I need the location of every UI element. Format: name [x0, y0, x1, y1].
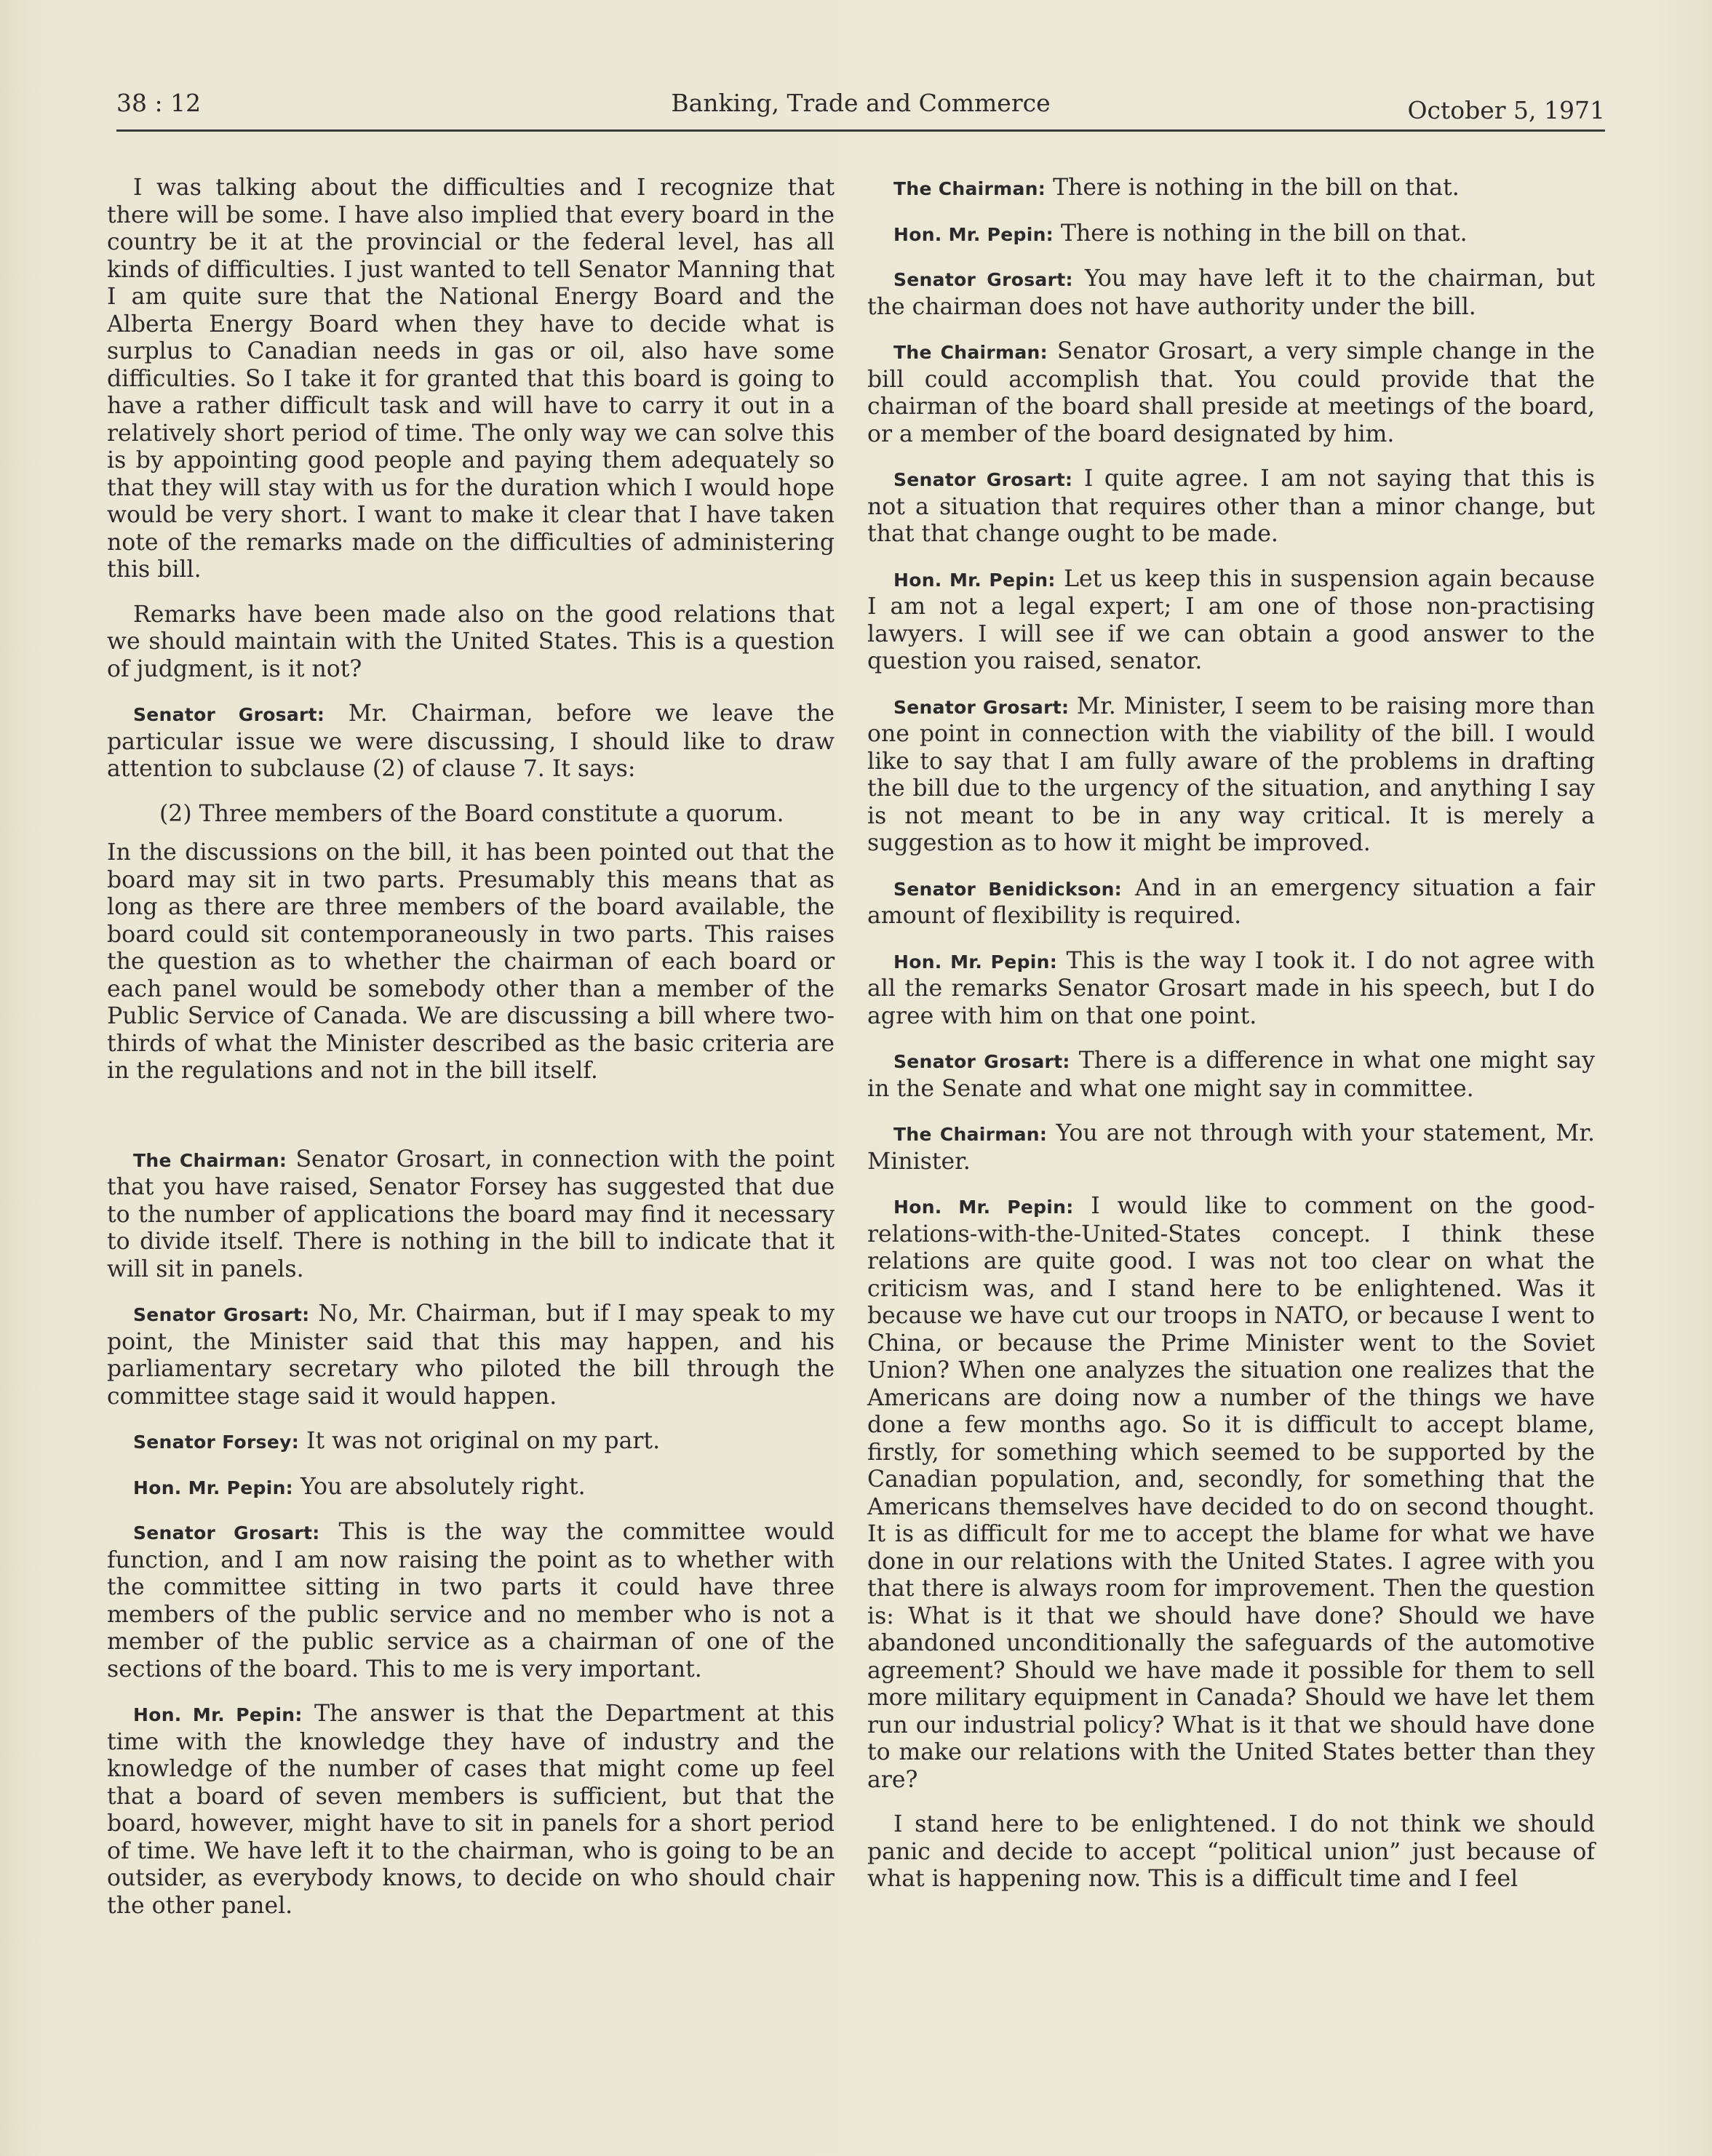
paragraph-text: This is the way I took it. I do not agree with all the remarks Senator Grosart made in his speech, but I do agree with him on that one point. [867, 947, 1595, 1029]
speech-paragraph [867, 1120, 1595, 1175]
text-paragraph [107, 175, 835, 584]
speaker-name: Senator Grosart: [893, 1051, 1070, 1072]
text-paragraph [867, 1811, 1595, 1893]
paragraph-gap [107, 1103, 835, 1146]
paragraph-text: And in an emergency situation a fair amount of flexibility is required. [867, 874, 1596, 929]
paragraph-text: Mr. Minister, I seem to be raising more than one point in connection with the viability of the bill. I would like to say that I am fully aware of the problems in drafting the bill due to the urgency of the situation, and anything I say is not meant to be in any way critical. It is merely a suggestion as to how it might be improved. [867, 692, 1596, 856]
running-title: Banking, Trade and Commerce [671, 89, 1051, 117]
paragraph-text: (2) Three members of the Board constitute a quorum. [159, 800, 784, 827]
speaker-name: Hon. Mr. Pepin: [893, 223, 1054, 245]
speaker-name: Senator Grosart: [133, 1304, 310, 1325]
paragraph-text: You are not through with your statement, Mr. Minister. [867, 1120, 1595, 1175]
speech-paragraph [867, 338, 1595, 448]
text-paragraph [107, 839, 835, 1085]
speaker-name: Senator Benidickson: [893, 878, 1122, 900]
paragraph-text: It was not original on my part. [306, 1428, 661, 1454]
paragraph-text: I was talking about the difficulties and I recognize that there will be some. I have also implied that every board in the country be it at the provincial or the federal level, has all kinds of difficulties. I just wanted to tell Senator Manning that I am quite sure that the National Energy Board and the Alberta Energy Board when they have to decide what is surplus to Canadian needs in gas or oil, also have some difficulties. So I take it for granted that this board is going to have a rather difficult task and will have to carry it out in a relatively short period of time. The only way we can solve this is by appointing good people and paying them adequately so that they will stay with us for the duration which I would hope would be very short. I want to make it clear that I have taken note of the remarks made on the difficulties of administering this bill. [107, 175, 835, 583]
right-column [867, 175, 1595, 1911]
speaker-name: Hon. Mr. Pepin: [893, 951, 1058, 973]
paragraph-text: Mr. Chairman, before we leave the particular issue we were discussing, I should like to draw attention to subclause (2) of clause 7. It says: [107, 700, 835, 782]
speaker-name: Hon. Mr. Pepin: [893, 1197, 1074, 1218]
page-header [116, 86, 1605, 132]
paragraph-text: Senator Grosart, in connection with the point that you have raised, Senator Forsey has suggested that due to the number of applications the board may find it necessary to divide itself. There is nothing in the bill to indicate that it will sit in panels. [107, 1146, 835, 1282]
speaker-name: Hon. Mr. Pepin: [893, 569, 1056, 591]
speaker-name: Senator Grosart: [133, 704, 325, 725]
paragraph-text: You may have left it to the chairman, but the chairman does not have authority under the bill. [867, 265, 1595, 320]
speaker-name: Senator Forsey: [133, 1432, 299, 1453]
text-paragraph [107, 801, 835, 829]
speaker-name: The Chairman: [893, 178, 1046, 199]
paragraph-text: No, Mr. Chairman, but if I may speak to my point, the Minister said that this may happen, and his parliamentary secretary who piloted the bill through the committee stage said it would happen. [107, 1301, 835, 1410]
speech-paragraph [867, 175, 1595, 203]
speaker-name: Senator Grosart: [893, 469, 1073, 490]
speech-paragraph [107, 1146, 835, 1284]
speaker-name: The Chairman: [893, 1124, 1048, 1145]
paragraph-text: I quite agree. I am not saying that this is not a situation that requires other than a minor change, but that that change ought to be made. [867, 466, 1596, 547]
speech-paragraph [867, 1047, 1595, 1103]
paragraph-text: Remarks have been made also on the good relations that we should maintain with the United States. This is a question of judgment, is it not? [107, 601, 835, 682]
speech-paragraph [867, 1193, 1595, 1794]
page-date: October 5, 1971 [1407, 96, 1605, 124]
speech-paragraph [107, 700, 835, 783]
speech-paragraph [107, 1474, 835, 1502]
speaker-name: Senator Grosart: [133, 1522, 320, 1544]
paragraph-text: The answer is that the Department at this time with the knowledge they have of industry and the knowledge of the number of cases that might come up feel that a board of seven members is sufficient, but that the board, however, might have to sit in panels for a short period of time. We have left it to the chairman, who is going to be an outsider, as everybody knows, to decide on who should chair the other panel. [107, 1701, 835, 1919]
paragraph-text: There is a difference in what one might say in the Senate and what one might say in committee. [867, 1047, 1595, 1102]
speech-paragraph [867, 220, 1595, 249]
paragraph-text: There is nothing in the bill on that. [1061, 220, 1468, 247]
speech-paragraph [867, 566, 1595, 676]
speaker-name: The Chairman: [893, 342, 1048, 363]
left-column [107, 175, 835, 1937]
speech-paragraph [867, 875, 1595, 930]
paragraph-text: Let us keep this in suspension again because I am not a legal expert; I am one of those non-practising lawyers. I will see if we can obtain a good answer to the question you raised, senator. [867, 565, 1595, 674]
speaker-name: Hon. Mr. Pepin: [133, 1704, 303, 1725]
paragraph-text: In the discussions on the bill, it has been pointed out that the board may sit in two parts. Presumably this means that as long as there are three members of the board available, the board could sit contemporaneously in two parts. This raises the question as to whether the chairman of each board or each panel would be somebody other than a member of the Public Service of Canada. We are discussing a bill where two-thirds of what the Minister described as the basic criteria are in the regulations and not in the bill itself. [107, 839, 835, 1084]
speaker-name: Senator Grosart: [893, 696, 1070, 718]
paragraph-text: This is the way the committee would function, and I am now raising the point as to whether with the committee sitting in two parts it could have three members of the public service and no member who is not a member of the public service as a chairman of one of the sections of the board. This to me is very important. [107, 1519, 835, 1682]
speech-paragraph [107, 1428, 835, 1456]
speech-paragraph [867, 948, 1595, 1031]
paragraph-text: I stand here to be enlightened. I do not think we should panic and decide to accept “political union” just because of what is happening now. This is a difficult time and I feel [867, 1811, 1595, 1892]
speech-paragraph [867, 466, 1595, 548]
speaker-name: Hon. Mr. Pepin: [133, 1477, 293, 1498]
speech-paragraph [107, 1519, 835, 1683]
speaker-name: Senator Grosart: [893, 269, 1073, 290]
speaker-name: The Chairman: [133, 1149, 287, 1171]
speech-paragraph [867, 265, 1595, 321]
paragraph-text: Senator Grosart, a very simple change in the bill could accomplish that. You could provide that the chairman of the board shall preside at meetings of the board, or a member of the board designated by him. [867, 338, 1596, 447]
speech-paragraph [107, 1301, 835, 1410]
paragraph-text: I would like to comment on the good-relations-with-the-United-States concept. I think these relations are quite good. I was not too clear on what the criticism was, and I stand here to be enlightened. Was it because we have cut our troops in NATO, or because I went to China, or because the Prime Minister went to the Soviet Union? When one analyzes the situation one realizes that the Americans are doing now a number of the things we have done a few months ago. So it is difficult to accept blame, firstly, for something which seemed to be supported by the Canadian population, and, secondly, for something that the Americans themselves have decided to do on second thought. It is as difficult for me to accept the blame for what we have done in our relations with the United States. I agree with you that there is always room for improvement. Then the question is: What is it that we should have done? Should we have abandoned unconditionally the safeguards of the automotive agreement? Should we have made it possible for them to sell more military equipment in Canada? Should we have let them run our industrial policy? What is it that we should have done to make our relations with the United States better than they are? [867, 1193, 1595, 1793]
paragraph-text: There is nothing in the bill on that. [1053, 175, 1460, 201]
page-number: 38 : 12 [116, 89, 202, 117]
paragraph-text: You are absolutely right. [300, 1473, 586, 1500]
text-paragraph [107, 602, 835, 684]
speech-paragraph [867, 693, 1595, 858]
speech-paragraph [107, 1701, 835, 1920]
